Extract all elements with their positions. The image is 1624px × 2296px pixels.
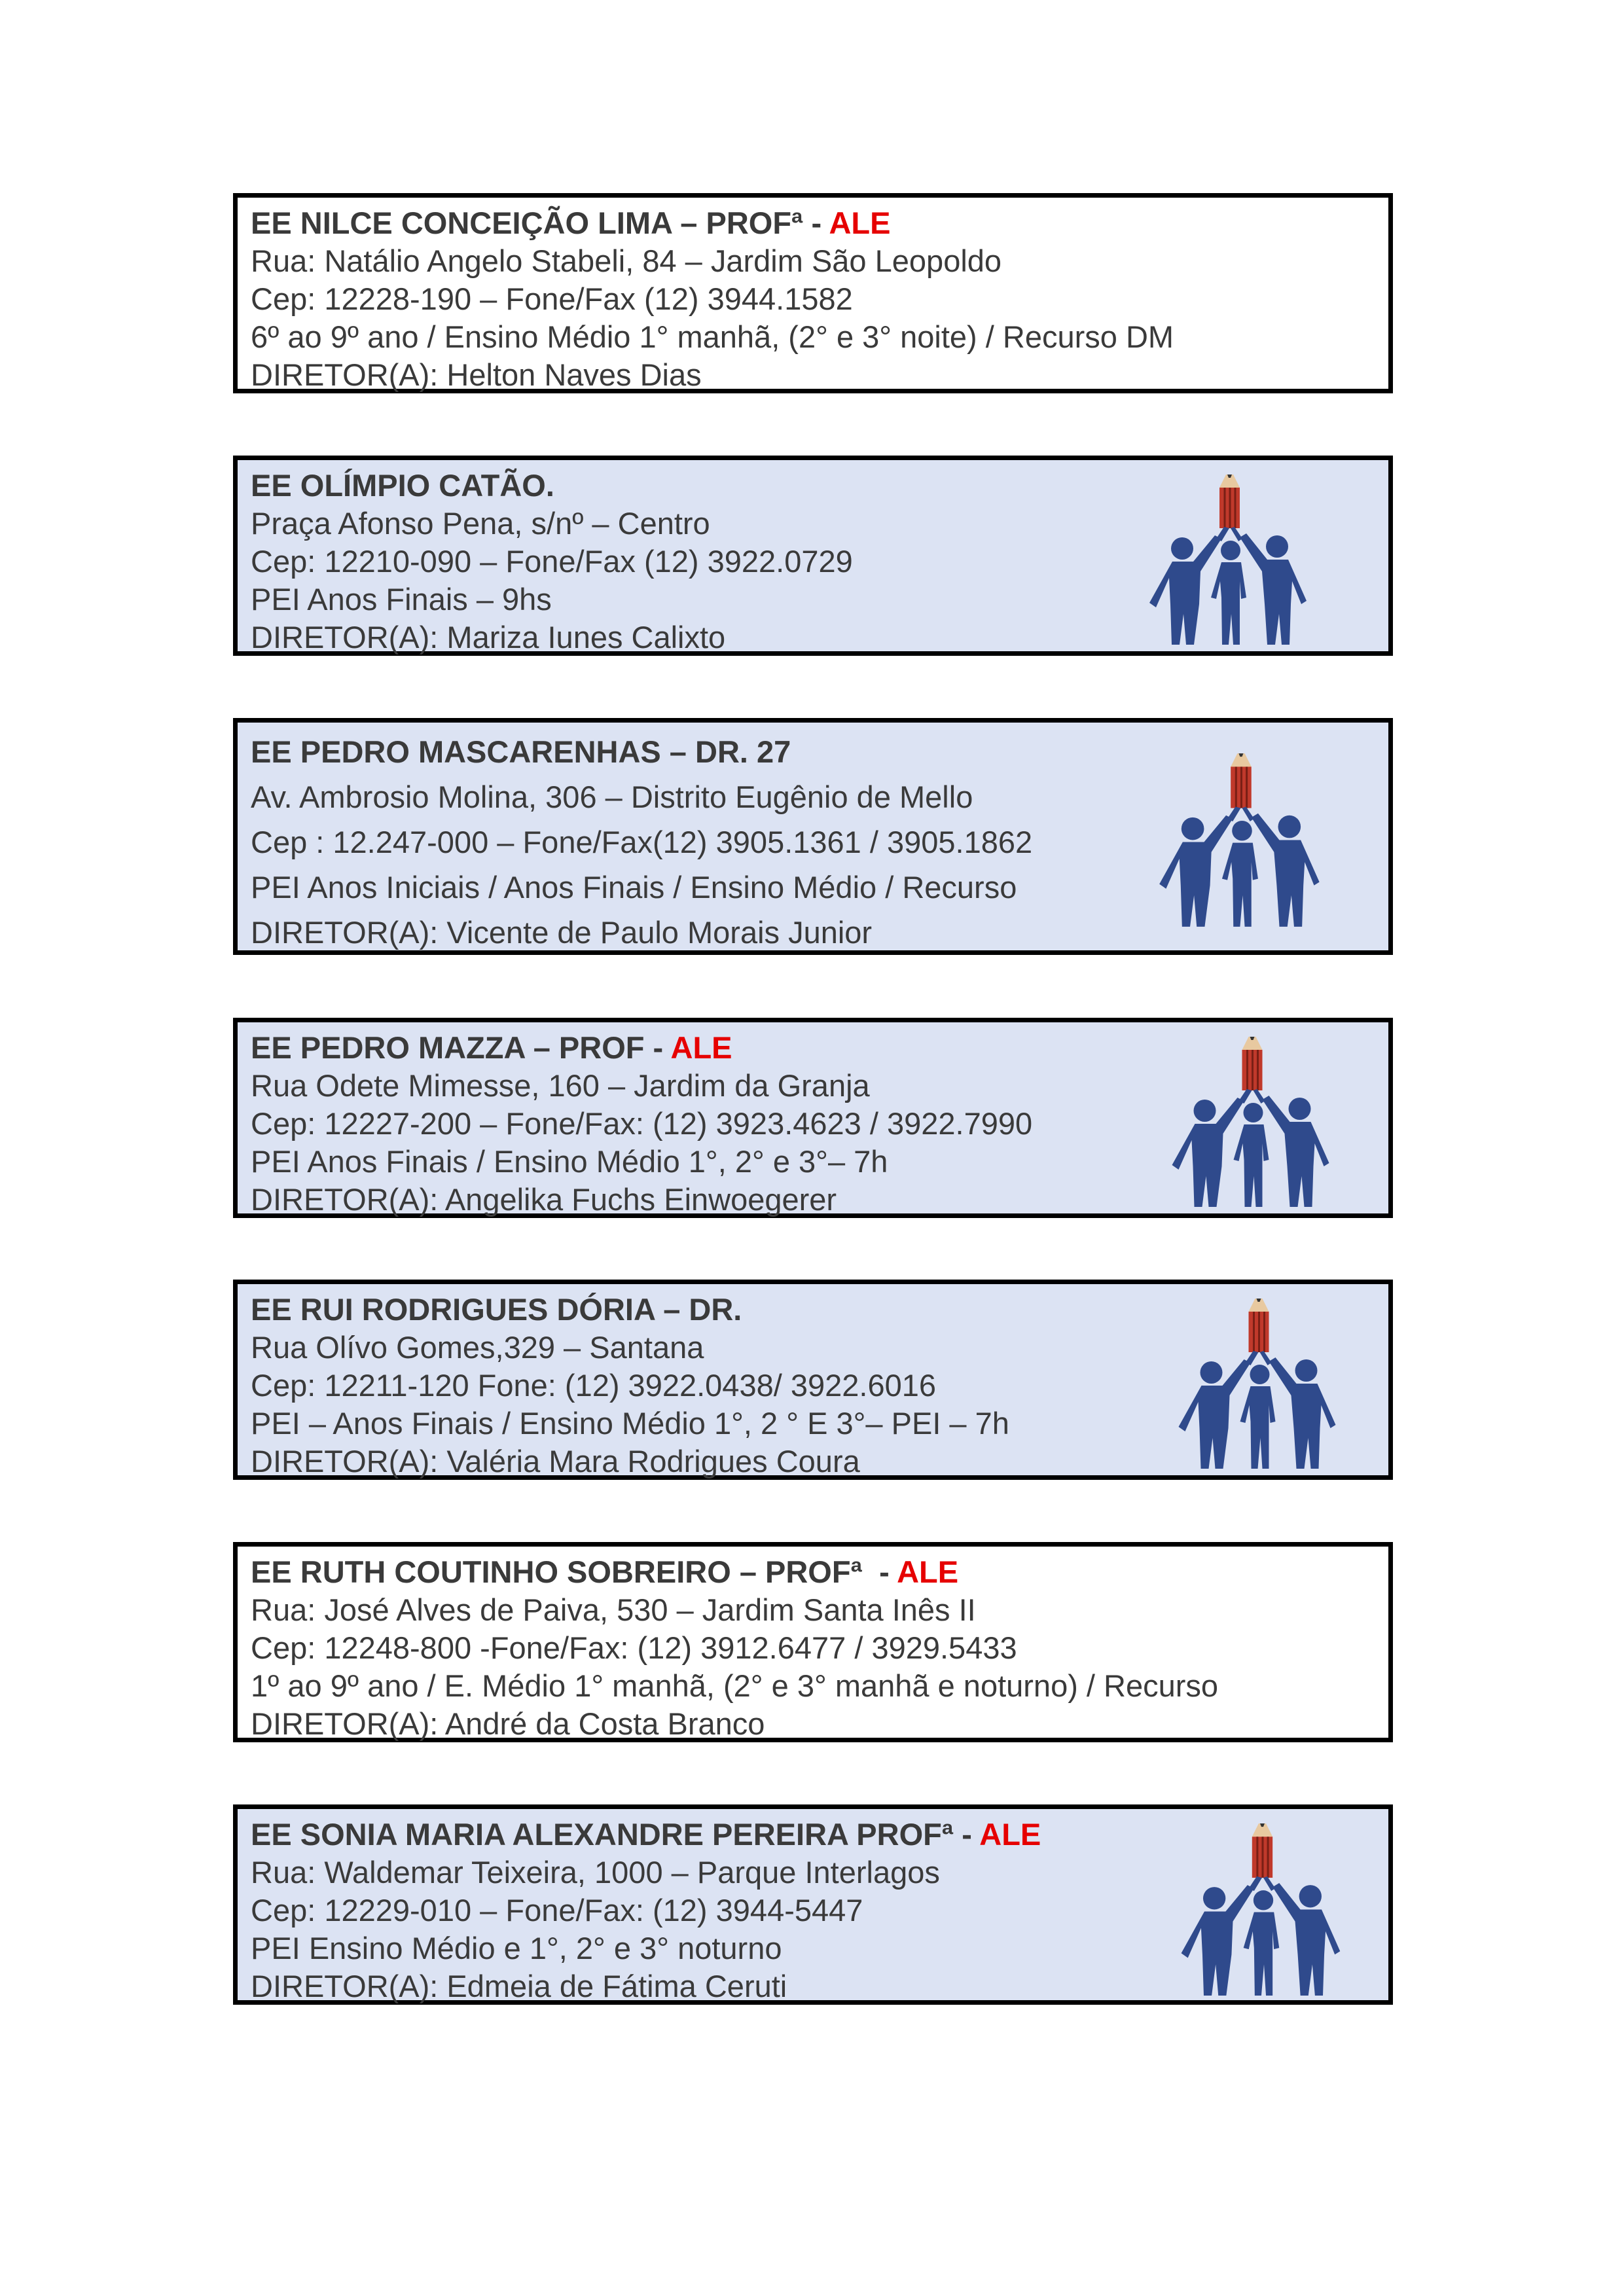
ale-tag: ALE	[979, 1817, 1041, 1852]
school-title: EE RUI RODRIGUES DÓRIA – DR.	[251, 1292, 742, 1327]
pei-pencil-figures-icon	[1164, 1035, 1344, 1209]
school-grades: 6º ao 9º ano / Ensino Médio 1° manhã, (2° e 3° noite) / Recurso DM	[251, 319, 1174, 354]
school-director: DIRETOR(A): Mariza Iunes Calixto	[251, 620, 726, 655]
school-card-ruth-sobreiro	[233, 1542, 1393, 1742]
school-card-pedro-mazza	[233, 1018, 1393, 1218]
school-phone: Cep: 12210-090 – Fone/Fax (12) 3922.0729	[251, 544, 853, 579]
school-director: DIRETOR(A): Helton Naves Dias	[251, 357, 702, 392]
school-card-nilce	[233, 193, 1393, 393]
school-grades: PEI Ensino Médio e 1°, 2° e 3° noturno	[251, 1931, 782, 1965]
school-title: EE PEDRO MAZZA – PROF - ALE	[251, 1030, 732, 1065]
school-address: Rua: José Alves de Paiva, 530 – Jardim Santa Inês II	[251, 1592, 976, 1627]
school-phone: Cep: 12229-010 – Fone/Fax: (12) 3944-5447	[251, 1893, 863, 1928]
pei-pencil-figures-icon	[1153, 752, 1333, 929]
school-title: EE PEDRO MASCARENHAS – DR. 27	[251, 734, 791, 769]
school-title: EE SONIA MARIA ALEXANDRE PEREIRA PROFª - ALE	[251, 1817, 1041, 1852]
school-address: Rua: Natálio Angelo Stabeli, 84 – Jardim São Leopoldo	[251, 243, 1002, 278]
school-grades: PEI Anos Iniciais / Anos Finais / Ensino Médio / Recurso	[251, 870, 1017, 905]
school-address: Praça Afonso Pena, s/nº – Centro	[251, 506, 710, 541]
school-title: EE OLÍMPIO CATÃO.	[251, 468, 554, 503]
school-grades: PEI Anos Finais – 9hs	[251, 582, 552, 617]
school-address: Rua Olívo Gomes,329 – Santana	[251, 1330, 704, 1365]
school-director: DIRETOR(A): Valéria Mara Rodrigues Coura	[251, 1444, 860, 1479]
school-grades: PEI – Anos Finais / Ensino Médio 1°, 2 ° E 3°– PEI – 7h	[251, 1406, 1009, 1441]
school-card-rui-doria	[233, 1280, 1393, 1480]
school-address: Rua Odete Mimesse, 160 – Jardim da Granja	[251, 1068, 870, 1103]
ale-tag: ALE	[670, 1030, 732, 1065]
school-director: DIRETOR(A): Angelika Fuchs Einwoegerer	[251, 1182, 837, 1217]
school-phone: Cep: 12228-190 – Fone/Fax (12) 3944.1582	[251, 281, 853, 316]
pei-pencil-figures-icon	[1170, 1297, 1350, 1471]
school-address: Av. Ambrosio Molina, 306 – Distrito Eugênio de Mello	[251, 780, 973, 814]
school-grades: 1º ao 9º ano / E. Médio 1° manhã, (2° e 3° manhã e noturno) / Recurso	[251, 1668, 1219, 1703]
school-phone: Cep: 12227-200 – Fone/Fax: (12) 3923.4623 / 3922.7990	[251, 1106, 1033, 1141]
school-title: EE NILCE CONCEIÇÃO LIMA – PROFª - ALE	[251, 206, 891, 240]
school-title: EE RUTH COUTINHO SOBREIRO – PROFª - ALE	[251, 1554, 959, 1589]
ale-tag: ALE	[829, 206, 891, 240]
school-director: DIRETOR(A): Edmeia de Fátima Ceruti	[251, 1969, 787, 2003]
school-card-sonia-pereira	[233, 1804, 1393, 2005]
ale-tag: ALE	[897, 1554, 959, 1589]
school-director: DIRETOR(A): André da Costa Branco	[251, 1706, 765, 1741]
school-director: DIRETOR(A): Vicente de Paulo Morais Junior	[251, 915, 873, 950]
school-address: Rua: Waldemar Teixeira, 1000 – Parque Interlagos	[251, 1855, 940, 1890]
pei-pencil-figures-icon	[1143, 473, 1320, 647]
school-phone: Cep: 12248-800 -Fone/Fax: (12) 3912.6477 / 3929.5433	[251, 1630, 1017, 1665]
school-phone: Cep: 12211-120 Fone: (12) 3922.0438/ 3922.6016	[251, 1368, 937, 1403]
school-phone: Cep : 12.247-000 – Fone/Fax(12) 3905.1361 / 3905.1862	[251, 825, 1033, 859]
school-card-olimpio	[233, 456, 1393, 656]
pei-pencil-figures-icon	[1172, 1822, 1356, 1998]
school-card-pedro-mascarenhas	[233, 718, 1393, 955]
school-grades: PEI Anos Finais / Ensino Médio 1°, 2° e 3°– 7h	[251, 1144, 888, 1179]
